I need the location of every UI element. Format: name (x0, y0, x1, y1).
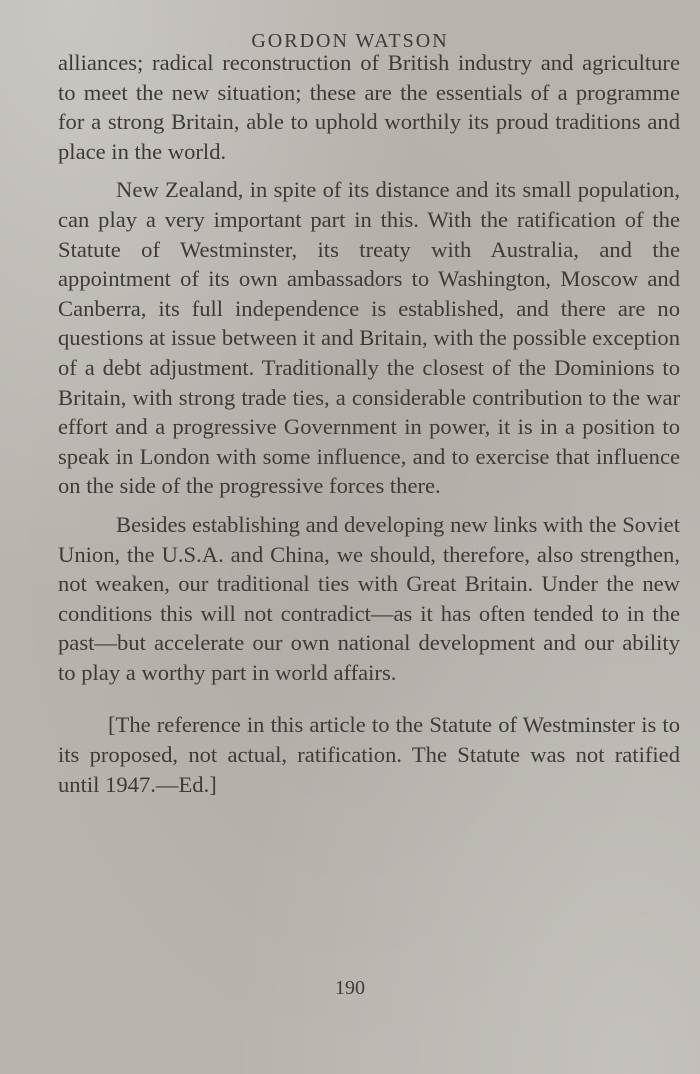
page-number: 190 (335, 977, 365, 999)
body-text (58, 48, 680, 799)
editor-note: [The reference in this article to the Statute of Westminster is to its proposed, not actual, ratification. The Statute was not ratified until 1947.—Ed.] (58, 712, 680, 797)
running-head: GORDON WATSON (251, 30, 449, 52)
paragraph-new-zealand: New Zealand, in spite of its distance and its small population, can play a very important part in this. With the ratification of the Statute of Westminster, its treaty with Australia, and the appointment of its own ambassadors to Washington, Moscow and Canberra, its full independence is established, and there are no questions at issue between it and Britain, with the possible exception of a debt adjustment. Traditionally the closest of the Dominions to Britain, with strong trade ties, a considerable contribution to the war effort and a progressive Government in power, it is in a position to speak in London with some influence, and to exercise that influence on the side of the progressive forces there. (58, 177, 680, 499)
paragraph-traditional-ties: Besides establishing and developing new links with the Soviet Union, the U.S.A. and China, we should, therefore, also strengthen, not weaken, our traditional ties with Great Britain. Under the new conditions this will not contradict—as it has often tended to in the past—but accelerate our own national development and our ability to play a worthy part in world affairs. (58, 511, 680, 685)
paragraph-continued: alliances; radical reconstruction of British industry and agriculture to meet the new situation; these are the essentials of a programme for a strong Britain, able to uphold worthily its proud traditions and place in the world. (58, 50, 680, 164)
